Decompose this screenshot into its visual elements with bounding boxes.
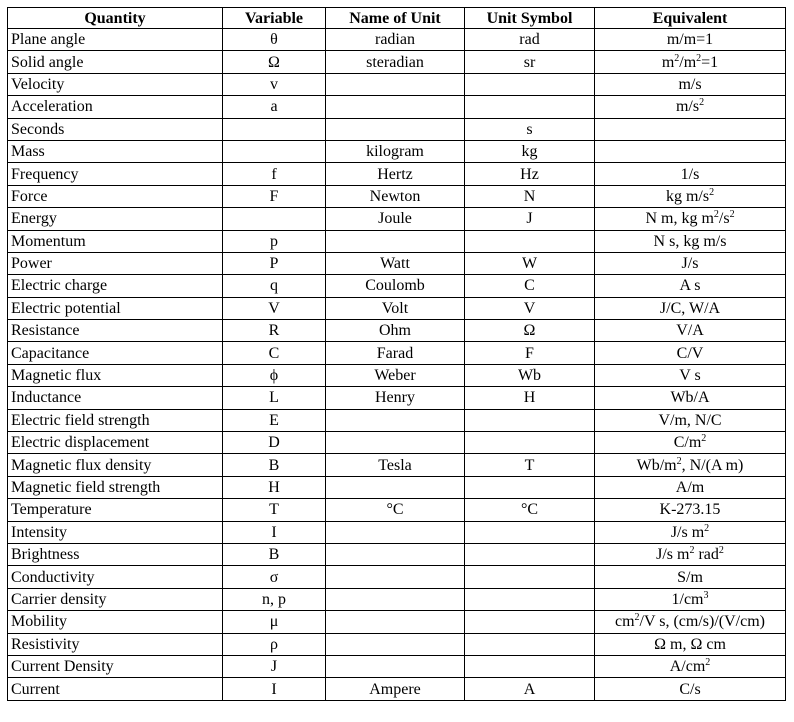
table-row <box>8 543 786 565</box>
cell-variable: P <box>223 252 326 274</box>
cell-unit-name: Joule <box>326 208 465 230</box>
cell-variable: R <box>223 320 326 342</box>
cell-unit-name: Newton <box>326 185 465 207</box>
cell-unit-name: Tesla <box>326 454 465 476</box>
cell-quantity: Capacitance <box>8 342 223 364</box>
cell-equivalent: Ω m, Ω cm <box>595 633 786 655</box>
cell-unit-name: kilogram <box>326 140 465 162</box>
cell-unit-name: radian <box>326 29 465 51</box>
cell-unit-symbol <box>465 409 595 431</box>
cell-unit-name: Weber <box>326 364 465 386</box>
header-quantity: Quantity <box>8 8 223 29</box>
cell-variable: B <box>223 543 326 565</box>
cell-unit-name <box>326 476 465 498</box>
table-body <box>8 29 786 701</box>
cell-variable: θ <box>223 29 326 51</box>
cell-equivalent: K-273.15 <box>595 499 786 521</box>
cell-quantity: Momentum <box>8 230 223 252</box>
cell-variable: J <box>223 655 326 677</box>
cell-variable: μ <box>223 611 326 633</box>
table-row <box>8 275 786 297</box>
units-table <box>7 7 786 701</box>
table-row <box>8 499 786 521</box>
cell-quantity: Magnetic field strength <box>8 476 223 498</box>
cell-unit-symbol: J <box>465 208 595 230</box>
cell-unit-name <box>326 543 465 565</box>
cell-unit-name: steradian <box>326 51 465 73</box>
table-row <box>8 611 786 633</box>
table-row <box>8 678 786 700</box>
table-row <box>8 51 786 73</box>
cell-unit-name: Henry <box>326 387 465 409</box>
cell-quantity: Brightness <box>8 543 223 565</box>
cell-unit-name: Farad <box>326 342 465 364</box>
cell-unit-name <box>326 611 465 633</box>
table-row <box>8 588 786 610</box>
cell-quantity: Current Density <box>8 655 223 677</box>
cell-variable: Ω <box>223 51 326 73</box>
cell-equivalent: C/s <box>595 678 786 700</box>
cell-variable: H <box>223 476 326 498</box>
cell-quantity: Inductance <box>8 387 223 409</box>
cell-equivalent: V s <box>595 364 786 386</box>
cell-unit-symbol: T <box>465 454 595 476</box>
cell-unit-name: Volt <box>326 297 465 319</box>
cell-unit-symbol: sr <box>465 51 595 73</box>
cell-equivalent: m/s <box>595 73 786 95</box>
cell-quantity: Plane angle <box>8 29 223 51</box>
cell-unit-name <box>326 96 465 118</box>
cell-unit-name <box>326 521 465 543</box>
cell-variable: D <box>223 432 326 454</box>
cell-equivalent: J/C, W/A <box>595 297 786 319</box>
cell-quantity: Seconds <box>8 118 223 140</box>
cell-quantity: Mobility <box>8 611 223 633</box>
cell-unit-symbol: C <box>465 275 595 297</box>
cell-unit-symbol <box>465 633 595 655</box>
cell-quantity: Intensity <box>8 521 223 543</box>
cell-quantity: Magnetic flux <box>8 364 223 386</box>
cell-quantity: Electric field strength <box>8 409 223 431</box>
cell-variable: p <box>223 230 326 252</box>
cell-equivalent: J/s $m^2$ rad$^2$ <box>595 543 786 565</box>
cell-equivalent: Wb/A <box>595 387 786 409</box>
header-equivalent: Equivalent <box>595 8 786 29</box>
cell-unit-name: °C <box>326 499 465 521</box>
cell-unit-name <box>326 655 465 677</box>
cell-unit-symbol <box>465 566 595 588</box>
cell-equivalent <box>595 118 786 140</box>
table-row <box>8 342 786 364</box>
table-row <box>8 387 786 409</box>
cell-unit-name <box>326 432 465 454</box>
header-variable: Variable <box>223 8 326 29</box>
cell-unit-symbol <box>465 611 595 633</box>
table-row <box>8 297 786 319</box>
table-row <box>8 364 786 386</box>
cell-unit-symbol: F <box>465 342 595 364</box>
cell-equivalent: m/m=1 <box>595 29 786 51</box>
cell-unit-symbol <box>465 432 595 454</box>
cell-unit-symbol: s <box>465 118 595 140</box>
cell-unit-symbol <box>465 588 595 610</box>
cell-unit-name <box>326 73 465 95</box>
cell-equivalent: A s <box>595 275 786 297</box>
cell-equivalent: C/V <box>595 342 786 364</box>
cell-equivalent: A/m <box>595 476 786 498</box>
cell-variable: L <box>223 387 326 409</box>
cell-variable: f <box>223 163 326 185</box>
table-row <box>8 208 786 230</box>
cell-unit-symbol <box>465 543 595 565</box>
cell-variable: I <box>223 521 326 543</box>
cell-unit-symbol: °C <box>465 499 595 521</box>
table-row <box>8 118 786 140</box>
cell-equivalent: $cm^2/V$ s, (cm/s)/(V/cm) <box>595 611 786 633</box>
cell-unit-name: Ohm <box>326 320 465 342</box>
cell-unit-symbol <box>465 655 595 677</box>
cell-unit-symbol: Hz <box>465 163 595 185</box>
table-row <box>8 432 786 454</box>
cell-quantity: Energy <box>8 208 223 230</box>
cell-unit-symbol: N <box>465 185 595 207</box>
cell-unit-name: Hertz <box>326 163 465 185</box>
cell-variable: V <box>223 297 326 319</box>
cell-variable: n, p <box>223 588 326 610</box>
cell-quantity: Resistance <box>8 320 223 342</box>
cell-equivalent: $Wb/m^2$, N/(A m) <box>595 454 786 476</box>
table-row <box>8 252 786 274</box>
cell-variable: I <box>223 678 326 700</box>
cell-variable: ρ <box>223 633 326 655</box>
cell-equivalent: J/s $m^2$ <box>595 521 786 543</box>
cell-unit-symbol: W <box>465 252 595 274</box>
cell-equivalent: $m^2/m^2=1$ <box>595 51 786 73</box>
header-unit-symbol: Unit Symbol <box>465 8 595 29</box>
header-row <box>8 8 786 29</box>
table-row <box>8 230 786 252</box>
table-row <box>8 73 786 95</box>
cell-quantity: Current <box>8 678 223 700</box>
cell-unit-name: Watt <box>326 252 465 274</box>
table-row <box>8 655 786 677</box>
cell-equivalent: J/s <box>595 252 786 274</box>
cell-unit-symbol <box>465 96 595 118</box>
cell-unit-symbol: Ω <box>465 320 595 342</box>
cell-unit-symbol: Wb <box>465 364 595 386</box>
cell-quantity: Carrier density <box>8 588 223 610</box>
cell-variable: a <box>223 96 326 118</box>
table-row <box>8 633 786 655</box>
cell-variable: C <box>223 342 326 364</box>
cell-equivalent: N m, kg $m^2/s^2$ <box>595 208 786 230</box>
cell-unit-symbol: V <box>465 297 595 319</box>
cell-unit-name <box>326 633 465 655</box>
cell-equivalent: $C/m^2$ <box>595 432 786 454</box>
cell-quantity: Electric charge <box>8 275 223 297</box>
cell-variable: v <box>223 73 326 95</box>
cell-quantity: Conductivity <box>8 566 223 588</box>
cell-equivalent: 1/s <box>595 163 786 185</box>
cell-equivalent: $1/cm^3$ <box>595 588 786 610</box>
cell-unit-name: Coulomb <box>326 275 465 297</box>
cell-variable: σ <box>223 566 326 588</box>
cell-variable <box>223 208 326 230</box>
table-row <box>8 29 786 51</box>
cell-unit-name <box>326 409 465 431</box>
cell-equivalent: $A/cm^2$ <box>595 655 786 677</box>
cell-variable: q <box>223 275 326 297</box>
cell-quantity: Resistivity <box>8 633 223 655</box>
cell-variable: T <box>223 499 326 521</box>
table-row <box>8 320 786 342</box>
cell-variable <box>223 140 326 162</box>
cell-unit-symbol: kg <box>465 140 595 162</box>
cell-quantity: Acceleration <box>8 96 223 118</box>
cell-quantity: Electric displacement <box>8 432 223 454</box>
cell-unit-name <box>326 118 465 140</box>
cell-equivalent: $m/s^2$ <box>595 96 786 118</box>
table-row <box>8 163 786 185</box>
cell-unit-symbol <box>465 476 595 498</box>
cell-variable: F <box>223 185 326 207</box>
table-row <box>8 140 786 162</box>
cell-quantity: Frequency <box>8 163 223 185</box>
table-row <box>8 409 786 431</box>
cell-unit-symbol: rad <box>465 29 595 51</box>
table-row <box>8 476 786 498</box>
cell-unit-name <box>326 230 465 252</box>
cell-quantity: Electric potential <box>8 297 223 319</box>
cell-quantity: Velocity <box>8 73 223 95</box>
cell-equivalent: kg $m/s^2$ <box>595 185 786 207</box>
table-row <box>8 566 786 588</box>
cell-unit-symbol <box>465 230 595 252</box>
cell-quantity: Power <box>8 252 223 274</box>
cell-unit-name: Ampere <box>326 678 465 700</box>
cell-variable: B <box>223 454 326 476</box>
header-unit-name: Name of Unit <box>326 8 465 29</box>
cell-equivalent: N s, kg m/s <box>595 230 786 252</box>
table-row <box>8 185 786 207</box>
cell-variable: E <box>223 409 326 431</box>
cell-variable <box>223 118 326 140</box>
cell-unit-symbol: A <box>465 678 595 700</box>
cell-unit-symbol <box>465 521 595 543</box>
cell-quantity: Mass <box>8 140 223 162</box>
table-row <box>8 454 786 476</box>
table-row <box>8 96 786 118</box>
cell-unit-name <box>326 588 465 610</box>
cell-quantity: Temperature <box>8 499 223 521</box>
cell-quantity: Magnetic flux density <box>8 454 223 476</box>
cell-quantity: Force <box>8 185 223 207</box>
cell-equivalent: S/m <box>595 566 786 588</box>
cell-equivalent: V/A <box>595 320 786 342</box>
cell-unit-symbol <box>465 73 595 95</box>
cell-equivalent: V/m, N/C <box>595 409 786 431</box>
table-row <box>8 521 786 543</box>
cell-variable: ϕ <box>223 364 326 386</box>
cell-unit-symbol: H <box>465 387 595 409</box>
cell-quantity: Solid angle <box>8 51 223 73</box>
cell-unit-name <box>326 566 465 588</box>
cell-equivalent <box>595 140 786 162</box>
